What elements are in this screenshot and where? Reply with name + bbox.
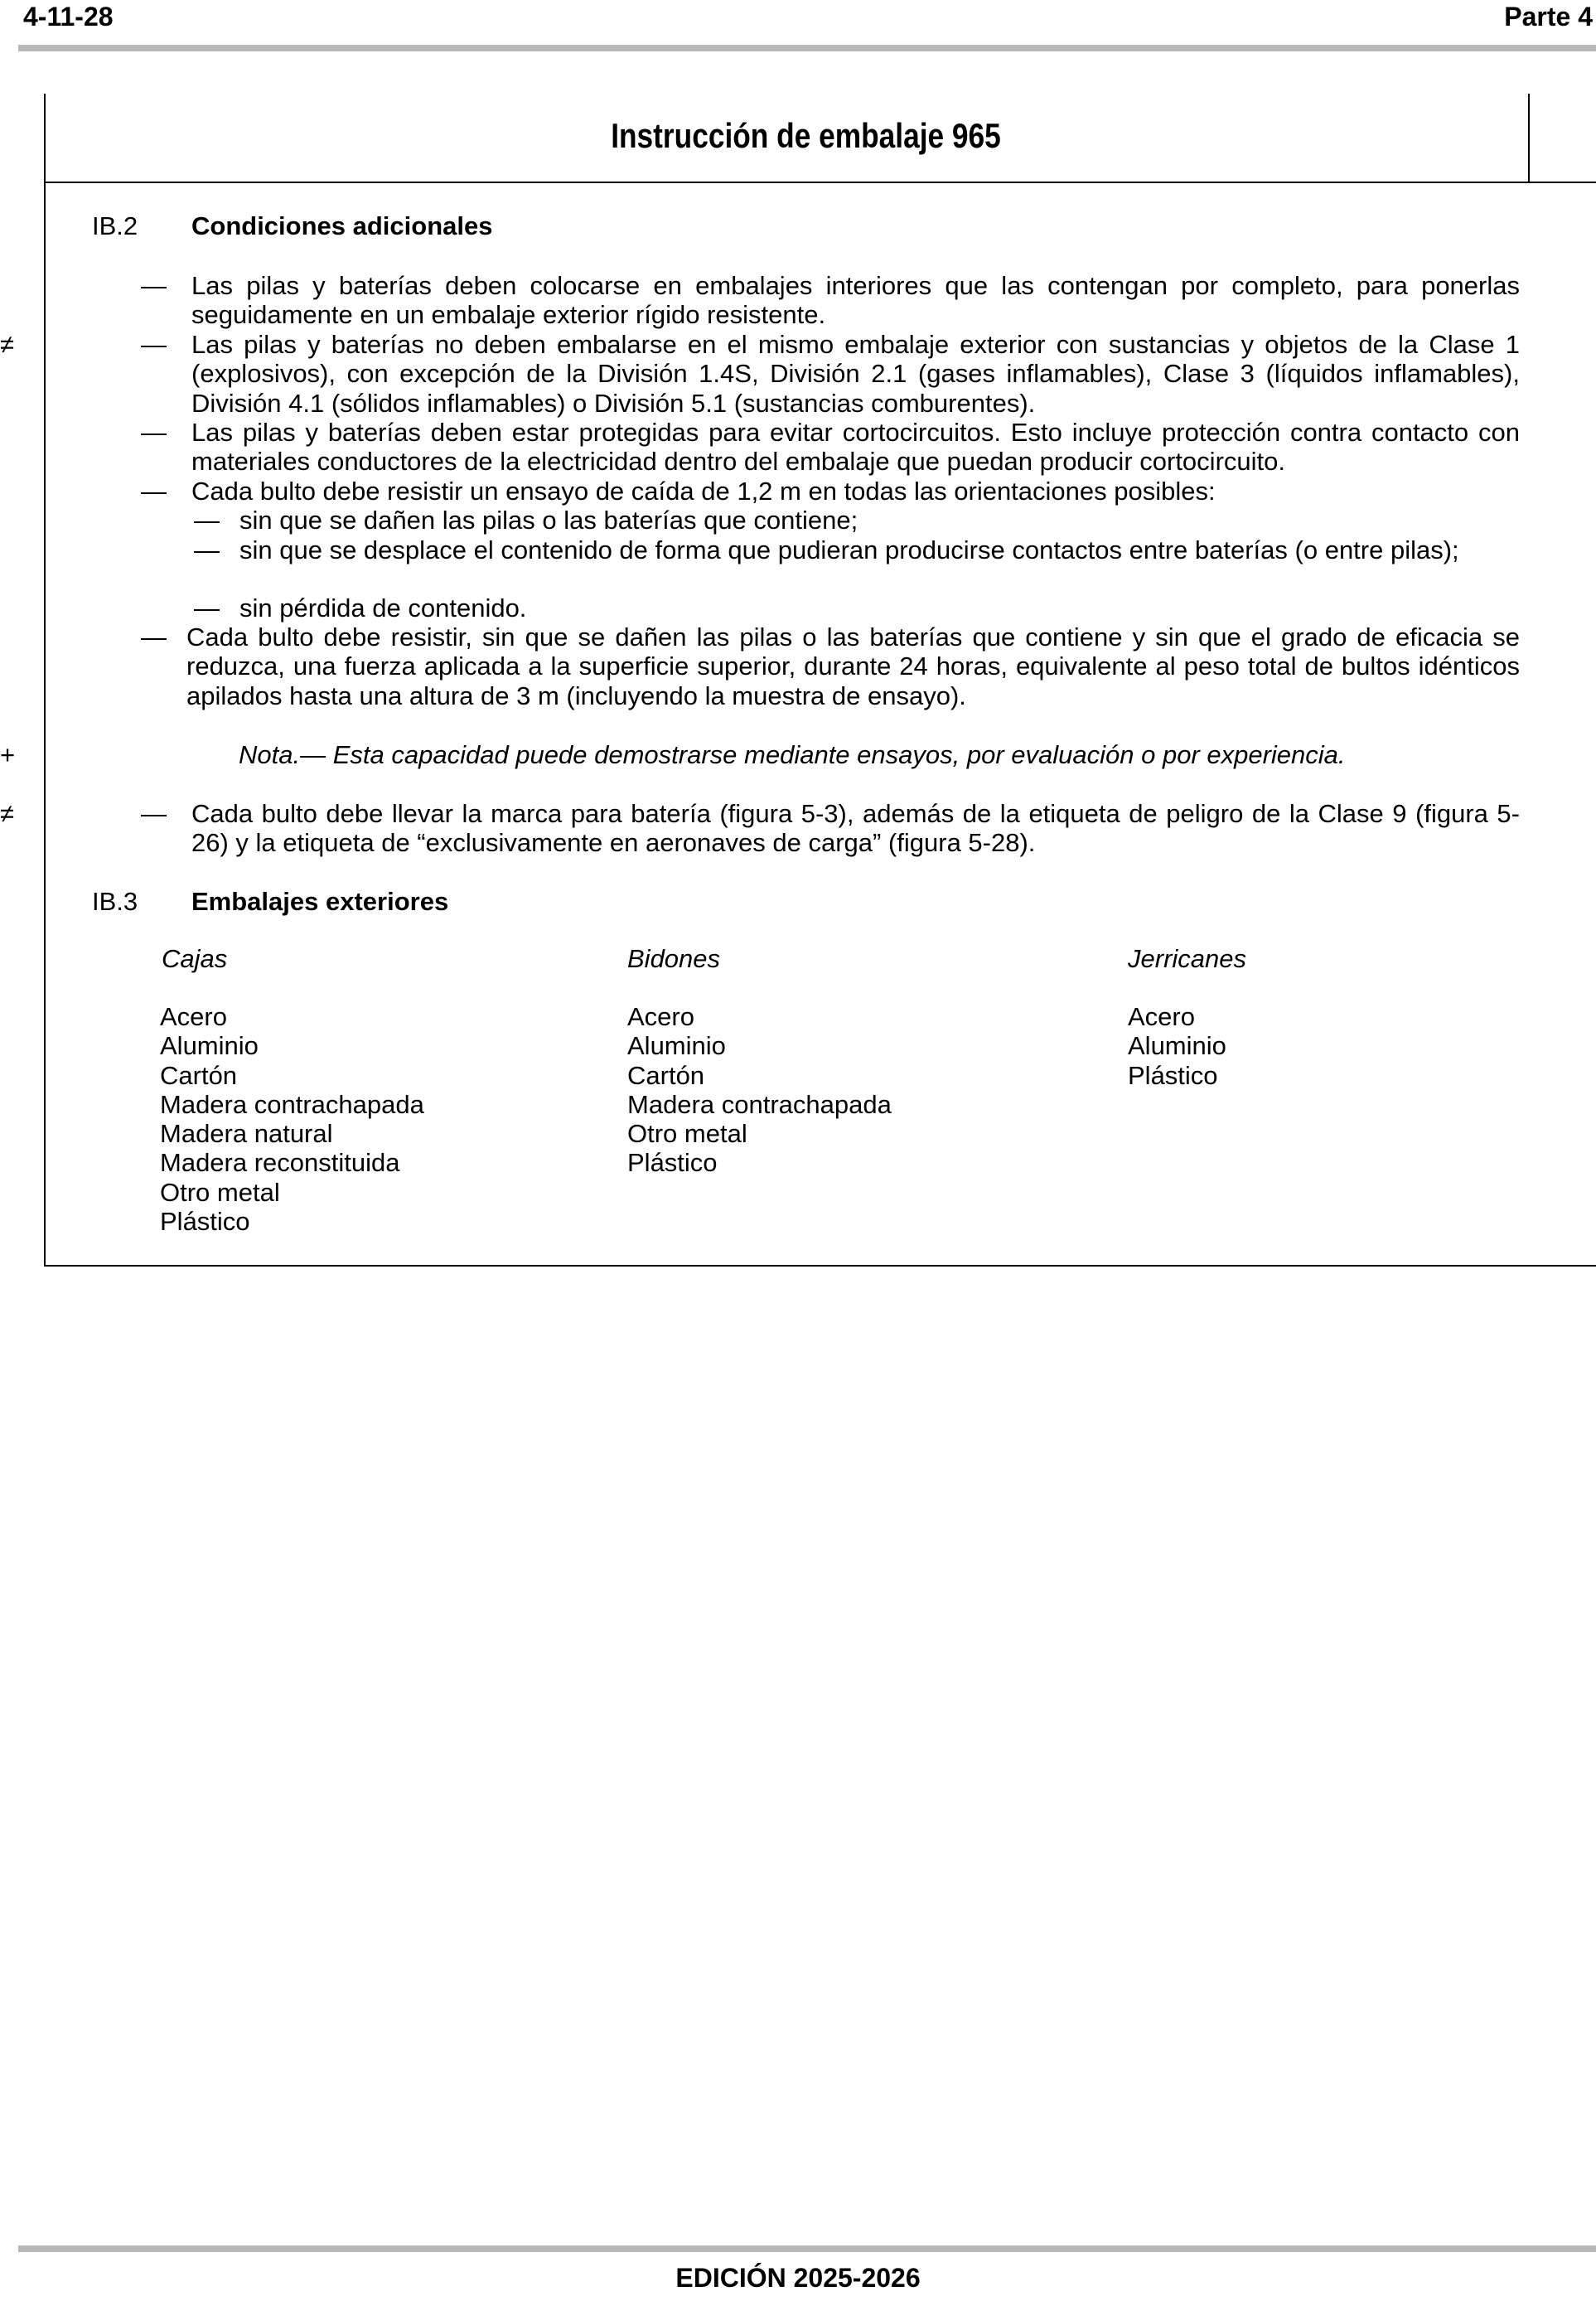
list-item: Plástico	[160, 1207, 250, 1237]
change-mark-plus: +	[0, 740, 16, 769]
edition-footer: EDICIÓN 2025-2026	[675, 2263, 921, 2293]
ib2-item-stack-text: Cada bulto debe resistir, sin que se dañen las pilas o las baterías que contiene y sin que el grado de eficacia se reduzca, una fuerza aplicada a la superficie superior, durante 24 horas, equivalente al peso total de bultos idénticos apilados hasta una altura de 3 m (incluyendo la muestra de ensayo).	[186, 622, 1520, 710]
dash-bullet: —	[141, 418, 167, 447]
change-mark-not-equal: ≠	[0, 330, 15, 359]
list-cajas	[160, 1002, 424, 1236]
note-text: Esta capacidad puede demostrarse mediante ensayos, por evaluación o por experiencia.	[326, 740, 1346, 769]
list-item: Madera contrachapada	[627, 1089, 892, 1119]
list-item: Otro metal	[627, 1119, 747, 1149]
list-item: Acero	[1128, 1002, 1195, 1031]
list-jerricanes	[1128, 1002, 1226, 1090]
list-item: Madera reconstituida	[160, 1148, 400, 1178]
footer-rule	[18, 2245, 1596, 2252]
list-item: Acero	[160, 1002, 227, 1031]
page-title: Instrucción de embalaje 965	[611, 116, 1001, 155]
list-item: Otro metal	[160, 1177, 280, 1207]
change-mark-not-equal: ≠	[0, 799, 15, 828]
frame-title-underline	[44, 182, 1596, 183]
dash-bullet: —	[141, 271, 167, 300]
dash-bullet: —	[141, 622, 167, 652]
list-item: Madera contrachapada	[160, 1089, 424, 1119]
dash-bullet: —	[194, 535, 220, 564]
dash-bullet: —	[141, 330, 167, 359]
ib2-item-4-text: Cada bulto debe resistir un ensayo de caída de 1,2 m en todas las orientaciones posibles:	[191, 477, 1216, 506]
list-item: Cartón	[160, 1060, 238, 1090]
frame-title-divider	[1528, 94, 1530, 182]
list-item: Plástico	[1128, 1060, 1218, 1090]
column-heading-jerricanes: Jerricanes	[1128, 944, 1246, 973]
list-item: Aluminio	[1128, 1031, 1226, 1061]
note	[239, 740, 1346, 770]
dash-bullet: —	[194, 506, 220, 535]
ib2-item-2-text: Las pilas y baterías no deben embalarse en el mismo embalaje exterior con sustancias y objetos de la Clase 1 (explosivos), con excepción de la División 1.4S, División 2.1 (gases inflamables), Clase 3 (líquidos inflamables), División 4.1 (sólidos inflamables) o División 5.1 (sustancias comburentes).	[191, 330, 1520, 418]
dash-bullet: —	[141, 799, 167, 828]
dash-bullet: —	[141, 477, 167, 506]
list-item: Cartón	[627, 1060, 705, 1090]
note-label: Nota.—	[239, 740, 326, 769]
list-item: Acero	[627, 1002, 694, 1031]
section-ib2-number: IB.2	[92, 211, 138, 240]
section-ib3-heading: Embalajes exteriores	[191, 887, 449, 916]
column-heading-cajas: Cajas	[162, 944, 228, 973]
list-item: Madera natural	[160, 1119, 333, 1149]
column-heading-bidones: Bidones	[627, 944, 721, 973]
page-number: 4-11-28	[23, 2, 114, 31]
frame-bottom-border	[44, 1265, 1596, 1267]
part-label: Parte 4	[1504, 2, 1593, 31]
ib2-subitem-3-text: sin pérdida de contenido.	[239, 593, 527, 622]
ib2-subitem-1-text: sin que se dañen las pilas o las baterías que contiene;	[239, 506, 858, 535]
list-item: Aluminio	[627, 1031, 726, 1061]
section-ib3-number: IB.3	[92, 887, 138, 916]
list-item: Plástico	[627, 1148, 718, 1178]
ib2-item-1-text: Las pilas y baterías deben colocarse en embalajes interiores que las contengan por completo, para ponerlas seguidamente en un embalaje exterior rígido resistente.	[191, 271, 1520, 330]
dash-bullet: —	[194, 593, 220, 622]
ib2-subitem-2-text: sin que se desplace el contenido de forma que pudieran producirse contactos entre baterías (o entre pilas);	[239, 535, 1459, 564]
section-ib2-heading: Condiciones adicionales	[191, 211, 493, 240]
list-bidones	[627, 1002, 892, 1178]
ib2-item-3-text: Las pilas y baterías deben estar protegidas para evitar cortocircuitos. Esto incluye protección contra contacto con materiales conductores de la electricidad dentro del embalaje que puedan producir cortocircuito.	[191, 418, 1520, 477]
frame-left-border	[44, 94, 46, 1267]
ib2-item-mark-text: Cada bulto debe llevar la marca para batería (figura 5-3), además de la etiqueta de peligro de la Clase 9 (figura 5-26) y la etiqueta de “exclusivamente en aeronaves de carga” (figura 5-28).	[191, 799, 1520, 858]
header-rule	[18, 45, 1596, 51]
list-item: Aluminio	[160, 1031, 259, 1061]
